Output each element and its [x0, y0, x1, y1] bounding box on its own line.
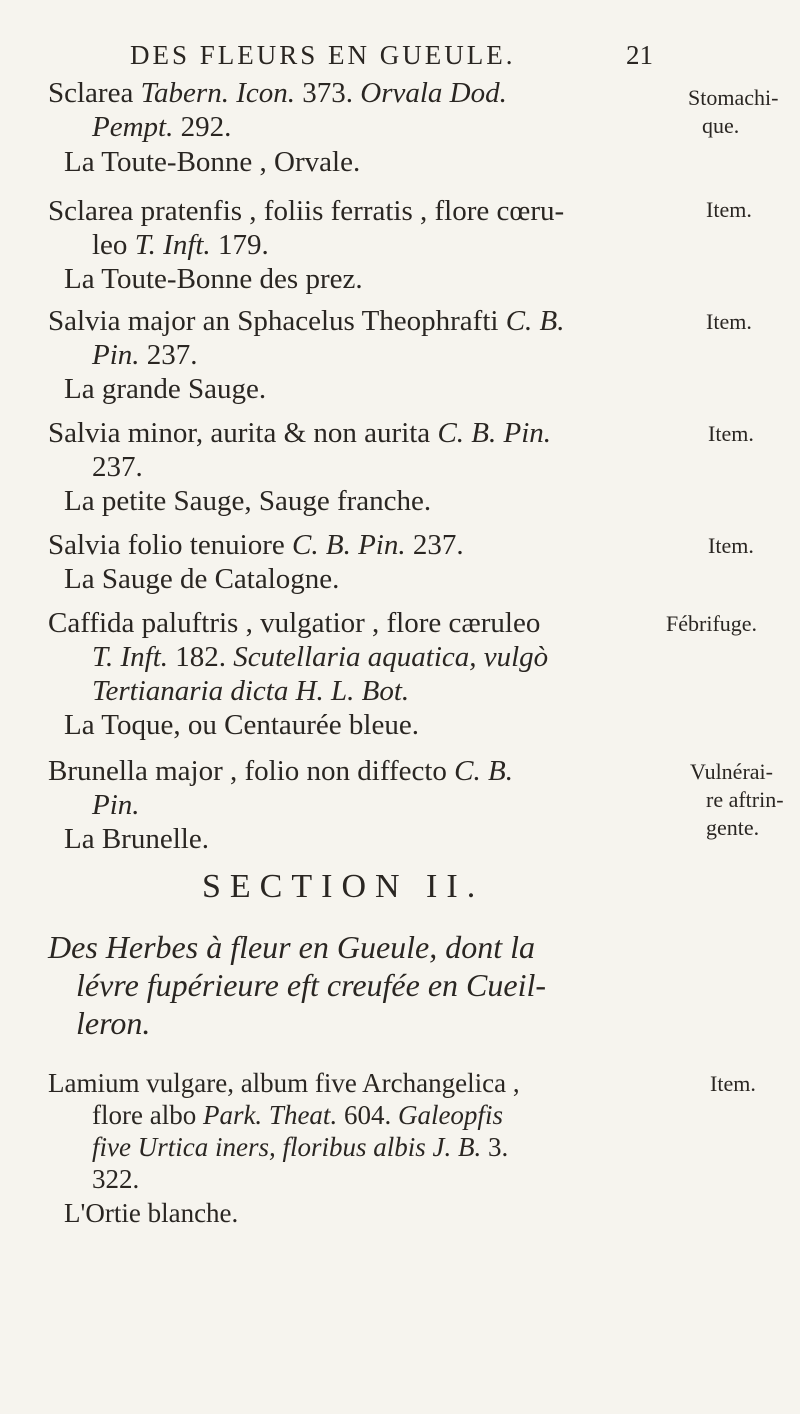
entry-line: La Toque, ou Centaurée bleue.: [64, 709, 419, 741]
margin-note: Item.: [706, 197, 752, 222]
entry-line: 322.: [92, 1164, 140, 1194]
running-header: [130, 40, 653, 71]
entry-line: Salvia major an Sphacelus Theophrafti C. B.: [48, 305, 565, 337]
entry-line: Pin. 237.: [92, 339, 198, 371]
section-subheading: Des Herbes à fleur en Gueule, dont la: [48, 929, 536, 965]
entry-line: Sclarea pratenfis , foliis ferratis , flore cœru-: [48, 195, 565, 227]
section-subheading: lévre fupérieure eft creufée en Cueil-: [76, 967, 547, 1003]
header-title: DES FLEURS EN GUEULE.: [130, 40, 516, 70]
entry-line: La Toute-Bonne des prez.: [64, 263, 363, 295]
entry-line: T. Inft. 182. Scutellaria aquatica, vulgò: [92, 641, 549, 673]
entry-line: La Toute-Bonne , Orvale.: [64, 146, 361, 178]
entry-line: Tertianaria dicta H. L. Bot.: [92, 675, 410, 707]
entry-line: Caffida paluftris , vulgatior , flore cæruleo: [48, 607, 541, 639]
entry-line: Lamium vulgare, album five Archangelica ,: [48, 1068, 520, 1098]
entry-line: five Urtica iners, floribus albis J. B. 3.: [92, 1132, 509, 1162]
margin-note: Item.: [708, 421, 754, 446]
entry-line: 237.: [92, 451, 143, 483]
margin-note: gente.: [706, 815, 760, 840]
entry-line: La Brunelle.: [64, 823, 209, 855]
entry-line: La grande Sauge.: [64, 373, 267, 405]
entry-line: La petite Sauge, Sauge franche.: [64, 485, 432, 517]
entry-line: Salvia folio tenuiore C. B. Pin. 237.: [48, 529, 464, 561]
section-title: SECTION II.: [202, 868, 485, 905]
margin-note: Item.: [710, 1071, 756, 1096]
margin-note: re aftrin-: [706, 787, 784, 812]
page-number: 21: [626, 40, 653, 70]
margin-note: Item.: [706, 309, 752, 334]
entry-line: Pempt. 292.: [92, 111, 232, 143]
entry-line: Pin.: [92, 789, 140, 821]
margin-note: Vulnérai-: [690, 759, 773, 784]
entry-line: L'Ortie blanche.: [64, 1198, 239, 1228]
margin-note: Item.: [708, 533, 754, 558]
margin-note: Fébrifuge.: [666, 611, 758, 636]
margin-note: Stomachi-: [688, 85, 779, 110]
entry-line: Salvia minor, aurita & non aurita C. B. Pin.: [48, 417, 552, 449]
margin-note: que.: [702, 113, 740, 138]
entry-line: La Sauge de Catalogne.: [64, 563, 340, 595]
section-subheading: leron.: [76, 1005, 151, 1041]
entry-line: Brunella major , folio non diffecto C. B.: [48, 755, 513, 787]
entry-line: leo T. Inft. 179.: [92, 229, 269, 261]
entry-line: flore albo Park. Theat. 604. Galeopfis: [92, 1100, 503, 1130]
entry-line: Sclarea Tabern. Icon. 373. Orvala Dod.: [48, 77, 507, 109]
